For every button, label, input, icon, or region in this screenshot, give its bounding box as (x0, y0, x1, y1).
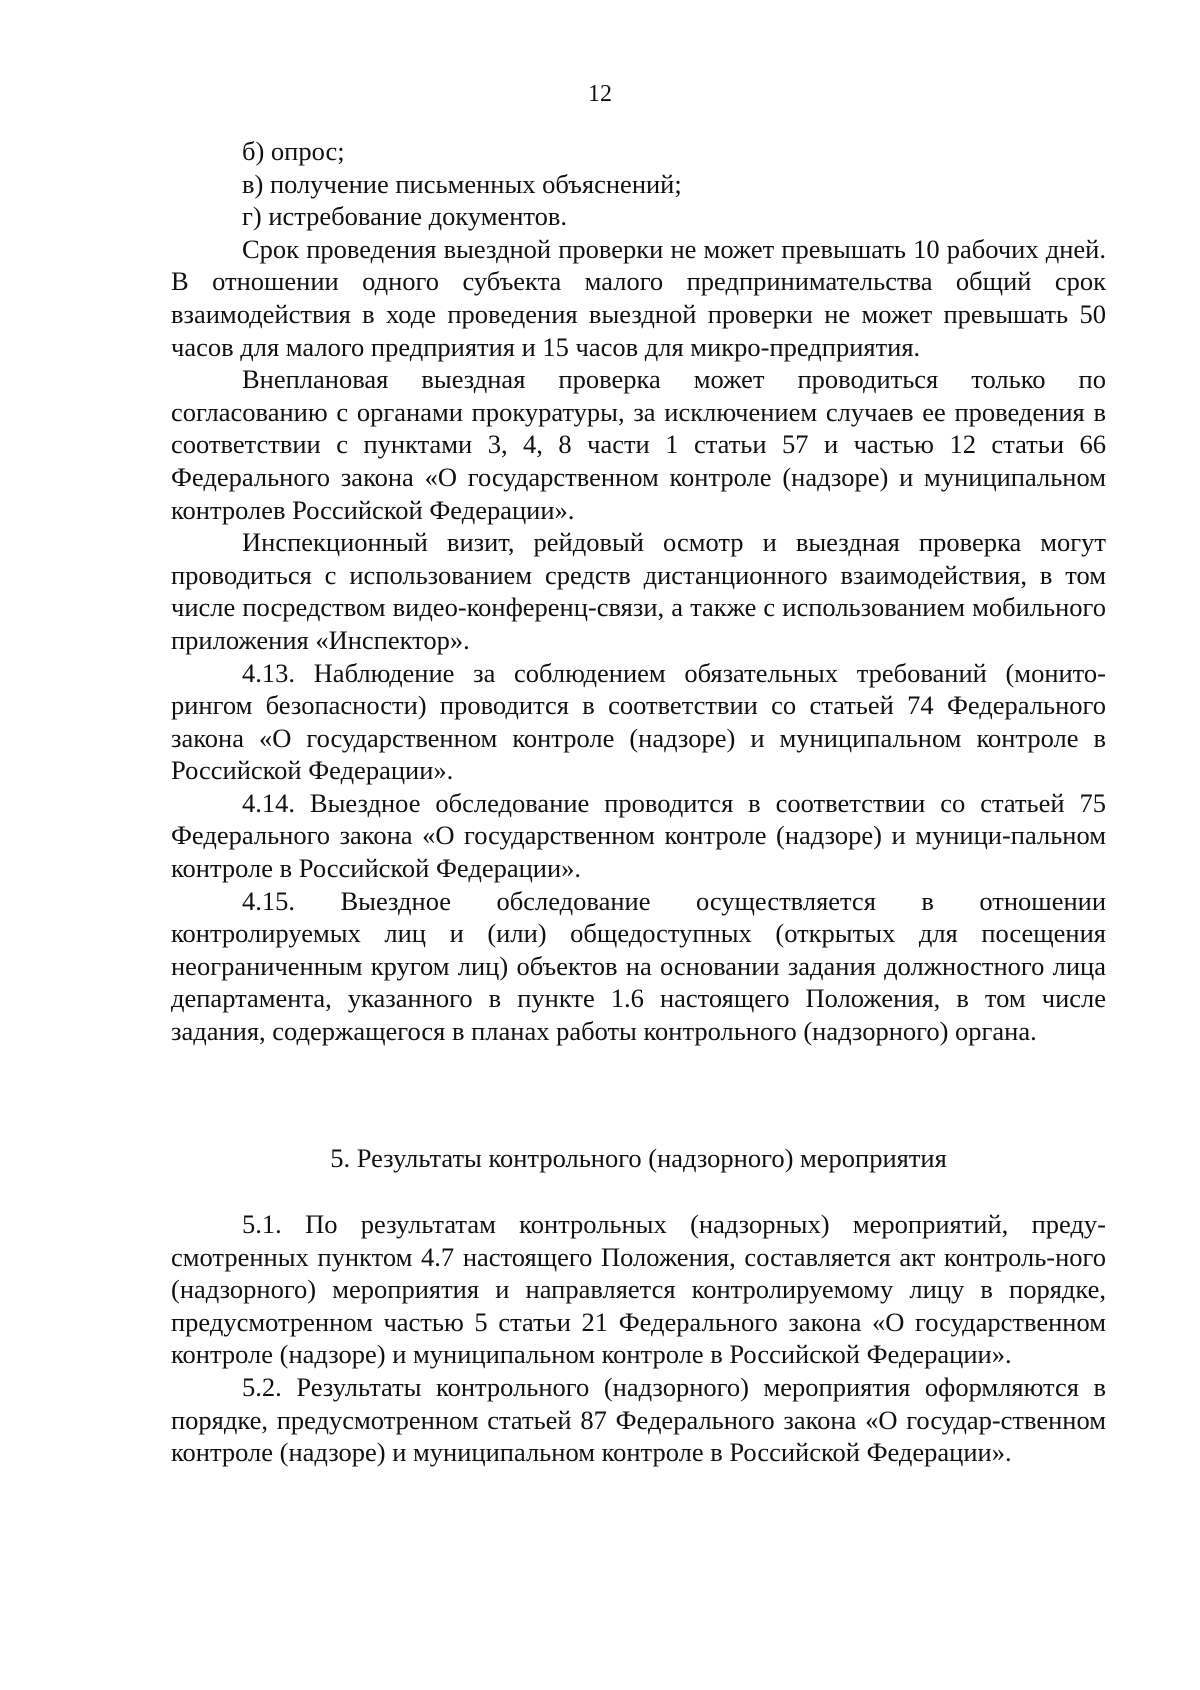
paragraph-item-v: в) получение письменных объяснений; (242, 168, 682, 199)
paragraph-remote-interaction: Инспекционный визит, рейдовый осмотр и выездная проверка могут проводиться с использованием средств дистанционного взаимодействия, в том числе посредством видео-конференц-связи, а также с использованием мобильного приложения «Инспектор». (171, 527, 1106, 655)
paragraph-inspection-term: Срок проведения выездной проверки не может превышать 10 рабочих дней. В отношении одного субъекта малого предпринимательства общий срок взаимодействия в ходе проведения выездной проверки не может превышать 50 часов для малого предприятия и 15 часов для микро-предприятия. (171, 233, 1106, 362)
paragraph-5-2: 5.2. Результаты контрольного (надзорного) мероприятия оформляются в порядке, предусмотренном статьей 87 Федерального закона «О государ-ственном контроле (надзоре) и муниципальном контроле в Российской Федерации». (171, 1371, 1106, 1468)
main-body-text (171, 135, 1106, 1048)
section-5-heading: 5. Результаты контрольного (надзорного) мероприятия (330, 1143, 947, 1173)
paragraph-4-14: 4.14. Выездное обследование проводится в соответствии со статьей 75 Федерального закона «О государственном контроле (надзоре) и муници-пальном контроле в Российской Федерации». (171, 787, 1106, 884)
paragraph-item-g: г) истребование документов. (242, 201, 568, 232)
paragraph-item-b: б) опрос; (242, 136, 345, 166)
paragraph-4-13: 4.13. Наблюдение за соблюдением обязательных требований (монито-рингом безопасности) проводится в соответствии со статьей 74 Федерального закона «О государственном контроле (надзоре) и муниципальном контроле в Российской Федерации». (171, 657, 1106, 786)
paragraph-unscheduled-inspection: Внеплановая выездная проверка может проводиться только по согласованию с органами прокуратуры, за исключением случаев ее проведения в соответствии с пунктами 3, 4, 8 части 1 статьи 57 и частью 12 статьи 66 Федерального закона «О государственном контроле (надзоре) и муниципальном контролев Российской Федерации». (171, 364, 1106, 525)
page-number: 12 (588, 81, 612, 107)
section-5-body-text (171, 1208, 1106, 1469)
paragraph-5-1: 5.1. По результатам контрольных (надзорных) мероприятий, преду-смотренных пунктом 4.7 настоящего Положения, составляется акт контроль-ного (надзорного) мероприятия и направляется контролируемому лицу в порядке, предусмотренном частью 5 статьи 21 Федерального закона «О государственном контроле (надзоре) и муниципальном контроле в Российской Федерации». (171, 1209, 1106, 1370)
paragraph-4-15: 4.15. Выездное обследование осуществляется в отношении контролируемых лиц и (или) общедоступных (открытых для посещения неограниченным кругом лиц) объектов на основании задания должностного лица департамента, указанного в пункте 1.6 настоящего Положения, в том числе задания, содержащегося в планах работы контрольного (надзорного) органа. (171, 885, 1106, 1047)
